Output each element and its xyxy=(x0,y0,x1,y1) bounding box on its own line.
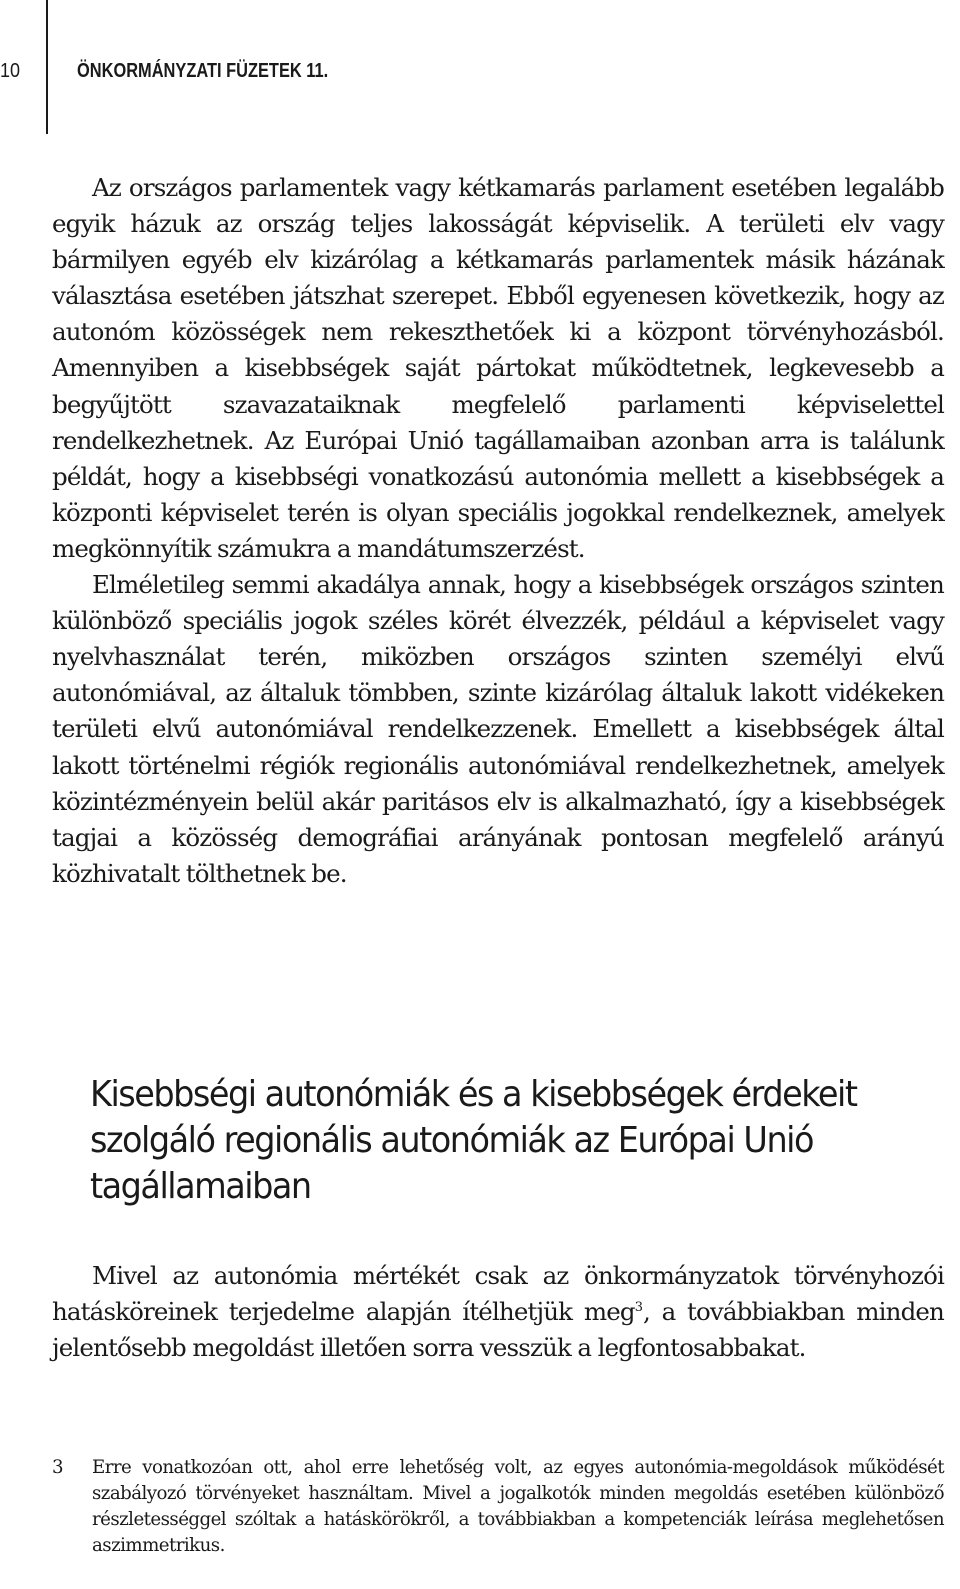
paragraph-3-text-end: , a továbbiakban minden jelentősebb megoldást illetően sorra vesszük a legfontosabbakat. xyxy=(52,1297,944,1363)
running-title: ÖNKORMÁNYZATI FÜZETEK 11. xyxy=(77,60,329,82)
paragraph-2: Elméletileg semmi akadálya annak, hogy a kisebbségek országos szinten különböző speciális jogok széles körét élvezzék, például a képviselet vagy nyelvhasználat terén, miközben országos szinten személyi elvű autonómiával, az általuk tömbben, szinte kizárólag általuk lakott vidékeken területi elvű autonómiával rendelkezzenek. Emellett a kisebbségek által lakott történelmi régiók regionális autonómiával rendelkezhetnek, amelyek közintézményein belül akár paritásos elv is alkalmazható, így a kisebbségek tagjai a közösség demográfiai arányának pontosan megfelelő arányú közhivatalt tölthetnek be. xyxy=(52,570,944,888)
footnote-text: Erre vonatkozóan ott, ahol erre lehetőség volt, az egyes autonómia-megoldások működését szabályozó törvényeket használtam. Mivel a jogalkotók minden megoldás esetében különböző részletességgel szóltak a hatáskörökről, a továbbiakban a kompetenciák leírása meglehetősen aszimmetrikus. xyxy=(92,1457,944,1556)
footnote xyxy=(52,1455,944,1559)
page-number: 10 xyxy=(0,60,21,82)
paragraph-3-text: Mivel az autonómia mértékét csak az önkormányzatok törvényhozói hatásköreinek terjedelme alapján ítélhetjük meg xyxy=(52,1261,944,1327)
page-header xyxy=(0,0,960,140)
paragraph-1: Az országos parlamentek vagy kétkamarás parlament esetében legalább egyik házuk az ország teljes lakosságát képviselik. A területi elv vagy bármilyen egyéb elv kizárólag a kétkamarás parlamentek másik házának választása esetében játszhat szerepet. Ebből egyenesen következik, hogy az autonóm közösségek nem rekeszthetőek ki a központ törvényhozásból. Amennyiben a kisebbségek saját pártokat működtetnek, legkevesebb a begyűjtött szavazataiknak megfelelő parlamenti képviselettel rendelkezhetnek. Az Európai Unió tagállamaiban azonban arra is találunk példát, hogy a kisebbségi vonatkozású autonómia mellett a kisebbségek a központi képviselet terén is olyan speciális jogokkal rendelkeznek, amelyek megkönnyítik számukra a mandátumszerzést. xyxy=(52,173,944,563)
body-section-2 xyxy=(52,1258,944,1366)
footnote-number: 3 xyxy=(52,1457,64,1478)
footnote-reference: 3 xyxy=(634,1299,643,1315)
paragraph-3 xyxy=(52,1258,944,1366)
header-divider xyxy=(46,0,48,134)
body-section-1 xyxy=(52,170,944,892)
section-heading: Kisebbségi autonómiák és a kisebbségek érdekeit szolgáló regionális autonómiák az Európai Unió tagállamaiban xyxy=(90,1074,857,1207)
